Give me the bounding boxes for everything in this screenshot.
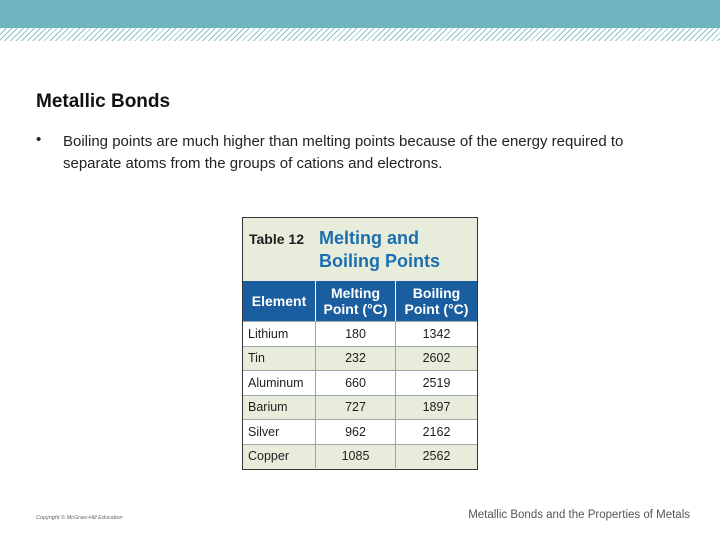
table-row: [243, 444, 477, 469]
table-title: Melting and Boiling Points: [319, 228, 440, 271]
element-cell: Lithium: [243, 322, 316, 346]
boiling-point-cell: 2602: [422, 351, 451, 366]
footer-presentation-title: Metallic Bonds and the Properties of Metals: [468, 509, 690, 521]
melting-point-cell: 1085: [316, 445, 396, 469]
melting-boiling-table: [242, 217, 478, 470]
table-caption: [243, 218, 477, 281]
table-number: Table 12: [249, 231, 304, 247]
boiling-point-cell: 1897: [422, 400, 451, 415]
boiling-point-cell: 1342: [422, 326, 451, 341]
slide-title: Metallic Bonds: [36, 91, 171, 112]
element-cell: Copper: [243, 445, 316, 469]
melting-point-cell: 727: [316, 396, 396, 420]
boiling-point-cell: 2562: [422, 449, 451, 464]
bullet-marker: •: [36, 131, 42, 148]
header-boiling-point: Boiling Point (°C): [404, 285, 469, 317]
element-cell: Barium: [243, 396, 316, 420]
top-banner: [0, 0, 720, 28]
element-cell: Aluminum: [243, 371, 316, 395]
element-cell: Silver: [243, 420, 316, 444]
table-row: [243, 395, 477, 420]
header-melting-point: Melting Point (°C): [316, 281, 396, 321]
table-row: [243, 419, 477, 444]
table-row: [243, 321, 477, 346]
melting-point-cell: 180: [316, 322, 396, 346]
copyright-notice: Copyright © McGraw-Hill Education: [36, 515, 123, 521]
boiling-point-cell: 2519: [422, 375, 451, 390]
boiling-point-cell: 2162: [422, 424, 451, 439]
table-header-row: [243, 281, 477, 321]
melting-point-cell: 660: [316, 371, 396, 395]
table-row: [243, 370, 477, 395]
table-row: [243, 346, 477, 371]
hatch-banner: [0, 28, 720, 41]
header-element: Element: [243, 281, 316, 321]
bullet-text: Boiling points are much higher than melting points because of the energy required to separate atoms from the groups of cations and electrons.: [63, 133, 624, 172]
table-body: [243, 321, 477, 468]
element-cell: Tin: [243, 347, 316, 371]
melting-point-cell: 962: [316, 420, 396, 444]
melting-point-cell: 232: [316, 347, 396, 371]
